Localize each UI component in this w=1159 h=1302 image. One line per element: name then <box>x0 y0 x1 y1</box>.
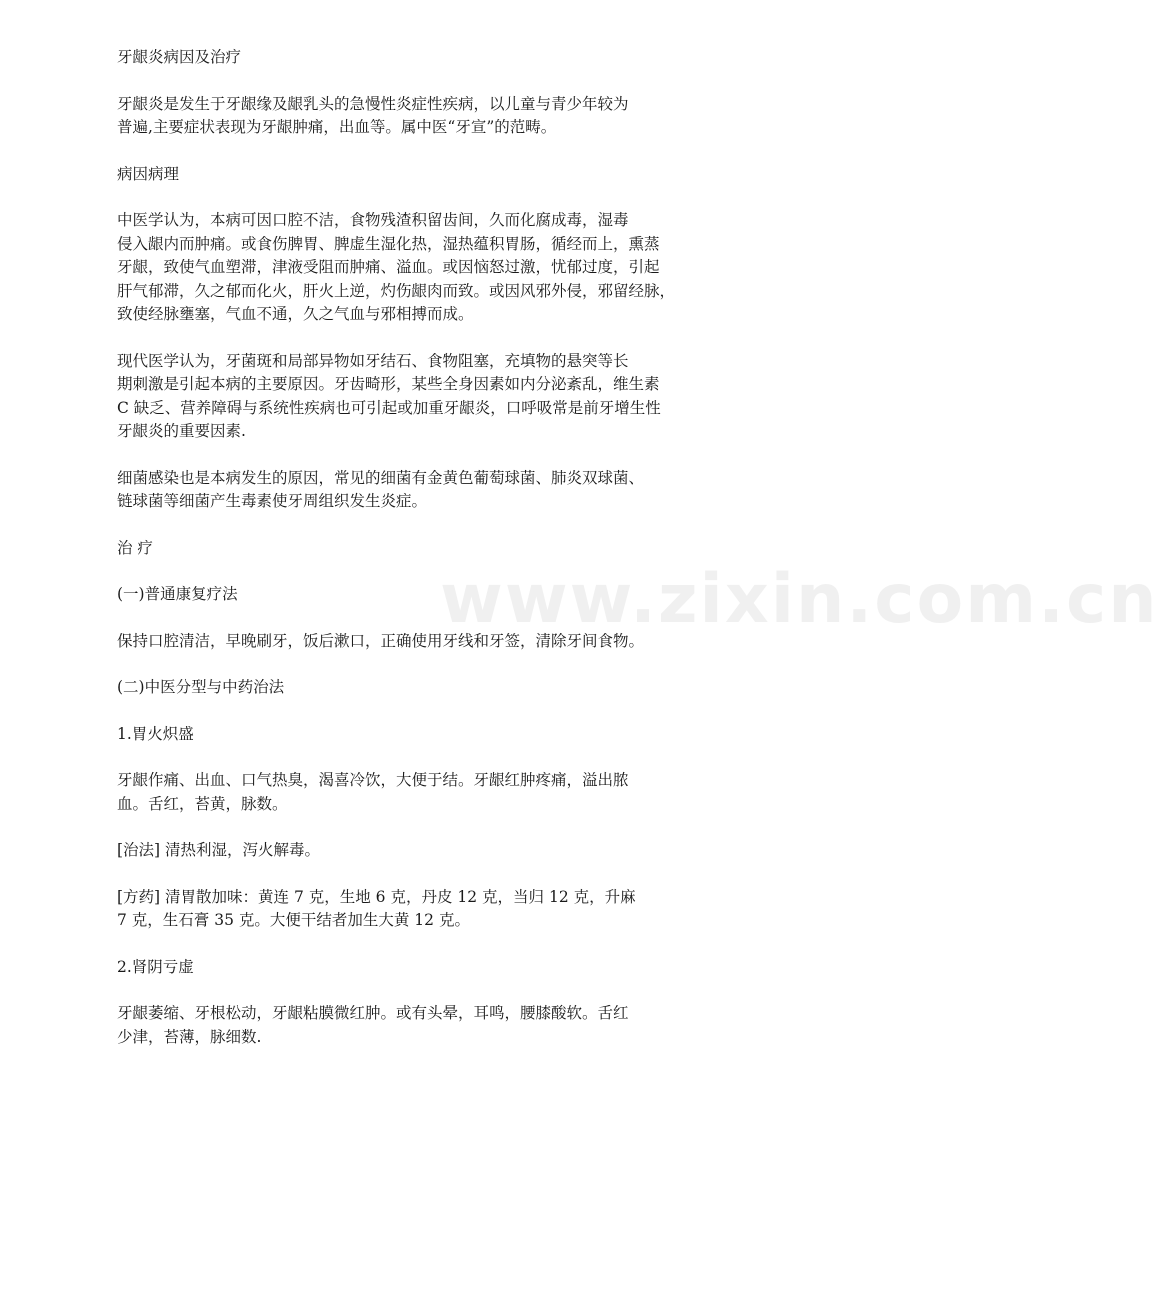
modern-medicine-paragraph: 现代医学认为，牙菌斑和局部异物如牙结石、食物阻塞，充填物的悬突等长 期刺激是引起本病的主要原因。牙齿畸形，某些全身因素如内分泌紊乱，维生素 C 缺乏、营养障碍与系统性疾病也可引起或加重牙龈炎，口呼吸常是前牙增生性 牙龈炎的重要因素. <box>117 351 661 440</box>
stomach-fire-symptoms: 牙龈作痛、出血、口气热臭，渴喜冷饮，大便于结。牙龈红肿疼痛，溢出脓 血。舌红，苔黄，脉数。 <box>117 771 629 813</box>
bacterial-infection-paragraph: 细菌感染也是本病发生的原因，常见的细菌有金黄色葡萄球菌、肺炎双球菌、 链球菌等细菌产生毒素使牙周组织发生炎症。 <box>117 468 645 510</box>
general-therapy-paragraph: 保持口腔清洁，早晚刷牙，饭后漱口，正确使用牙线和牙签，清除牙间食物。 <box>117 631 645 650</box>
stomach-fire-method: [治法] 清热利湿，泻火解毒。 <box>117 841 321 859</box>
tcm-etiology-paragraph: 中医学认为，本病可因口腔不洁，食物残渣积留齿间，久而化腐成毒，湿毒 侵入龈内而肿痛。或食伤脾胃、脾虚生湿化热，湿热蕴积胃肠，循经而上，熏蒸 牙龈，致使气血塑滞，津液受阻而肿痛、溢血。或因恼怒过激，忧郁过度，引起 肝气郁滞，久之郁而化火，肝火上逆，灼伤龈肉而致。或因风邪外侵，邪留经脉， 致使经脉壅塞，气血不通，久之气血与邪相搏而成。 <box>117 211 676 323</box>
watermark: www.zixin.com.cn <box>440 560 1159 639</box>
kidney-yin-symptoms: 牙龈萎缩、牙根松动，牙龈粘膜微红肿。或有头晕，耳鸣，腰膝酸软。舌红 少津，苔薄，脉细数. <box>117 1004 629 1046</box>
intro-paragraph: 牙龈炎是发生于牙龈缘及龈乳头的急慢性炎症性疾病，以儿童与青少年较为 普遍,主要症状表现为牙龈肿痛，出血等。属中医“牙宣”的范畴。 <box>117 94 629 136</box>
document-body <box>117 46 737 1072</box>
stomach-fire-prescription: [方药] 清胃散加味：黄连 7 克，生地 6 克，丹皮 12 克，当归 12 克，升麻 7 克，生石膏 35 克。大便干结者加生大黄 12 克。 <box>117 887 636 929</box>
type-heading-stomach-fire: 1.胃火炽盛 <box>117 724 194 743</box>
type-heading-kidney-yin: 2.肾阴亏虚 <box>117 957 194 976</box>
section-heading-etiology: 病因病理 <box>117 164 180 183</box>
subheading-tcm-treatment: (二)中医分型与中药治法 <box>117 678 285 696</box>
section-heading-treatment: 治 疗 <box>117 538 153 557</box>
document-title: 牙龈炎病因及治疗 <box>117 48 242 66</box>
subheading-general-therapy: (一)普通康复疗法 <box>117 585 238 603</box>
